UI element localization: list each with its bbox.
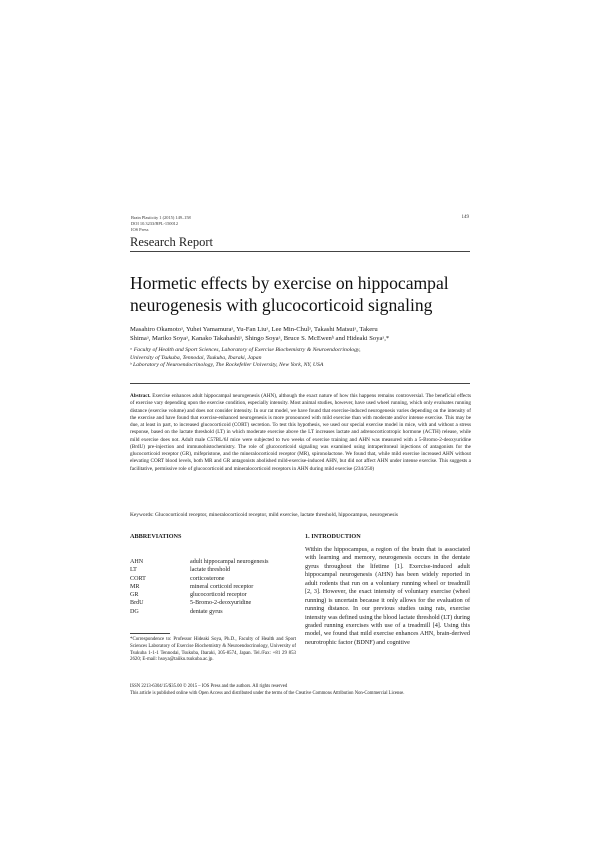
abstract [130, 393, 471, 473]
abbreviation-row [130, 575, 269, 583]
footnote-rule [130, 633, 170, 634]
abbreviation-meaning: adult hippocampal neurogenesis [190, 559, 269, 565]
abstract-label: Abstract. [130, 393, 151, 399]
abbreviations-heading: ABBREVIATIONS [130, 533, 182, 540]
abbreviation-row [130, 591, 269, 599]
page-number: 149 [461, 215, 469, 220]
journal-citation: Brain Plasticity 1 (2015) 149–158 [131, 215, 191, 220]
doi: DOI 10.3233/BPL-150012 [131, 221, 179, 226]
journal-meta [131, 215, 191, 233]
correspondence-footnote: *Correspondence to: Professor Hideaki Soya, Ph.D., Faculty of Health and Sport Sciences Laboratory of Exercise Biochemistry & Neuroendocrinology, University of Tsukuba 1-1-1 Tennodai, Tsukuba, Ibaraki, 305-8574, Japan. Tel./Fax: +81 29 853 2620; E-mail: hsoya@taiiku.tsukuba.ac.jp. [130, 637, 296, 663]
affiliation-a-line-1: ᵃ Faculty of Health and Sport Sciences, Laboratory of Exercise Biochemistry & Neuroendocrinology, [130, 347, 361, 353]
introduction-heading: 1. INTRODUCTION [305, 533, 361, 540]
abstract-text: Exercise enhances adult hippocampal neurogenesis (AHN), although the exact nature of how this happens remains controversial. The beneficial effects of exercise vary depending upon the exercise condition, especially intensity. Most animal studies, however, have used wheel running, which only evaluates running distance (exercise volume) and does not consider intensity. In our rat model, we have found that exercise-induced neurogenesis varies depending on the intensity of the exercise and have found that exercise-enhanced neurogenesis is more pronounced with mild exercise than with moderate and/or intense exercise. This may be due, at least in part, to increased glucocorticoid (CORT) secretion. To test this hypothesis, we used our special exercise model in mice, with and without a stress response, based on the lactate threshold (LT) in which moderate exercise above the LT increases lactate and adrenocorticotropic hormone (ACTH) release, while mild exercise does not. Adult male C57BL/6J mice were subjected to two weeks of exercise training and AHN was measured with a 5-Bromo-2-deoxyuridine (BrdU) pre-injection and immunohistochemistry. The role of glucocorticoid signaling was examined using intraperitoneal injections of antagonists for the glucocorticoid receptor (GR), mifepristone, and the mineralocorticoid receptor (MR), spironolactone. We found that, while mild exercise increased AHN without elevating CORT blood levels, both MR and GR antagonists abolished mild-exercise-induced AHN, but did not affect AHN under intense exercise. This suggests a facilitative, permissive role of glucocorticoid and mineralocorticoid receptors in AHN during mild exercise (234/250) [130, 393, 471, 472]
article-type: Research Report [130, 235, 213, 249]
abbreviation-term: BrdU [130, 600, 144, 607]
abbreviation-term: GR [130, 592, 139, 599]
article-title: Hormetic effects by exercise on hippocampal neurogenesis with glucocorticoid signaling [130, 273, 449, 315]
abbreviation-term: AHN [130, 559, 144, 565]
keywords: Keywords: Glucocorticoid receptor, mineralocorticoid receptor, mild exercise, lactate threshold, hippocampus, neurogenesis [130, 512, 398, 518]
abstract-top-rule [130, 383, 470, 384]
abbreviation-term: DG [130, 608, 139, 615]
abbreviation-row [130, 566, 269, 574]
abbreviation-meaning: mineral corticoid receptor [190, 583, 254, 590]
abbreviation-meaning: corticosterone [190, 575, 225, 582]
publisher: IOS Press [131, 227, 149, 232]
abbreviation-meaning: dentate gyrus [190, 608, 223, 615]
abbreviations-list [130, 558, 269, 616]
abbreviation-row [130, 583, 269, 591]
authors-line-2: Shimaᵃ, Mariko Soyaᵃ, Kanako Takahashiᵃ, Shingo Soyaᵃ, Bruce S. McEwenᵇ and Hideaki Soyaᵃ,* [130, 335, 390, 342]
abbreviation-term: CORT [130, 575, 146, 582]
abbreviation-row [130, 608, 269, 616]
author-list [130, 325, 475, 343]
abbreviation-term: MR [130, 583, 140, 590]
introduction-text: Within the hippocampus, a region of the brain that is associated with learning and memory, neurogenesis occurs in the dentate gyrus throughout the lifetime [1]. Exercise-induced adult hippocampal neurogenesis (AHN) has been widely reported in adult rodents that run on a voluntary running wheel or treadmill [2, 3]. However, the exact intensity of voluntary exercise (wheel running) is uncertain because it only allows for the evaluation of running distance. In our previous studies using rats, exercise intensity was defined using the blood lactate threshold (LT) during graded running exercises with use of a treadmill [4]. Using this model, we found that mild exercise enhances AHN, brain-derived neurotrophic factor (BDNF) and cognitive [305, 546, 470, 646]
abbreviation-term: LT [130, 567, 137, 574]
abbreviation-row [130, 558, 269, 566]
authors-line-1: Masahiro Okamotoᵃ, Yuhei Yamamuraᵃ, Yu-Fan Liuᵃ, Lee Min-Chulᵃ, Takashi Matsuiᵃ, Takeru [130, 326, 378, 333]
abbreviation-meaning: 5-Bromo-2-deoxyuridine [190, 600, 252, 607]
affiliation-b: ᵇ Laboratory of Neuroendocrinology, The Rockefeller University, New York, NY, USA [130, 362, 324, 369]
abbreviation-row [130, 599, 269, 607]
issn-line: ISSN 2213-6304/15/$35.00 © 2015 – IOS Press and the authors. All rights reserved [130, 684, 288, 689]
affiliation-a-line-2: University of Tsukuba, Tennodai, Tsukuba, Ibaraki, Japan [130, 354, 262, 361]
header-rule [130, 251, 470, 252]
license-line: This article is published online with Open Access and distributed under the terms of the Creative Commons Attribution Non-Commercial License. [130, 691, 405, 696]
abbreviation-meaning: glucocorticoid receptor [190, 592, 247, 599]
affiliations [130, 347, 475, 370]
abbreviation-meaning: lactate threshold [190, 567, 231, 574]
